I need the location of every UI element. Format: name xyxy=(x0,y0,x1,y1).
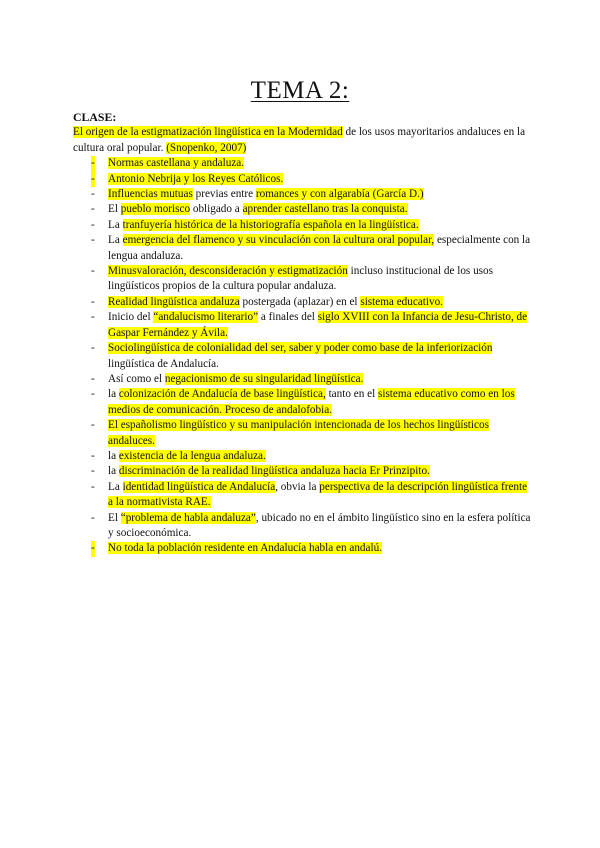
text-segment: la xyxy=(108,449,119,462)
highlighted-text: romances y con algarabía (García D.) xyxy=(255,188,424,201)
highlighted-text: No toda la población residente en Andalucía habla en andalú. xyxy=(108,542,382,555)
list-item xyxy=(73,264,533,295)
text-segment: especialmente con la lengua andaluza. xyxy=(108,234,531,262)
highlighted-text: (Snopenko, 2007) xyxy=(166,141,247,154)
text-segment: la xyxy=(108,388,119,401)
bullet-dash: - xyxy=(91,295,95,308)
highlighted-text: “andalucismo literario” xyxy=(153,311,259,324)
text-segment: la xyxy=(108,465,119,478)
list-item xyxy=(73,372,533,387)
list-item xyxy=(73,418,533,449)
highlighted-text: Realidad lingüística andaluza xyxy=(108,295,240,308)
text-segment: El xyxy=(108,203,121,216)
text-segment: lingüística de Andalucía. xyxy=(108,357,219,370)
text-segment: La xyxy=(108,480,123,493)
highlighted-text: pueblo morisco xyxy=(120,203,191,216)
text-segment: , ubicado no en el ámbito lingüístico sino en la esfera política y socioeconómica. xyxy=(108,511,531,539)
list-item xyxy=(73,202,533,217)
bullet-dash: - xyxy=(91,465,95,478)
bullet-dash: - xyxy=(91,342,95,355)
bullet-dash: - xyxy=(91,511,95,524)
bullet-dash: - xyxy=(91,311,95,324)
list-item xyxy=(73,464,533,479)
bullet-dash: - xyxy=(91,234,95,247)
text-segment: Inicio del xyxy=(108,311,154,324)
highlighted-text: discriminación de la realidad lingüística andaluza hacia Er Prinzipito. xyxy=(118,465,430,478)
highlighted-text: tranfuyería histórica de la historiografía española en la lingüística. xyxy=(122,218,419,231)
page-title: TEMA 2: xyxy=(250,77,350,104)
text-segment: , obvia la xyxy=(275,480,320,493)
bullet-dash: - xyxy=(91,218,95,231)
bullet-dash: - xyxy=(91,156,95,171)
text-segment: de los usos mayoritarios andaluces en la cultura oral popular. xyxy=(73,126,526,154)
list-item xyxy=(73,449,533,464)
list-item xyxy=(73,156,533,171)
intro-paragraph xyxy=(73,125,533,156)
text-segment: tanto en el xyxy=(325,388,378,401)
highlighted-text: El españolismo lingüístico y su manipulación intencionada de los hechos lingüísticos andaluces. xyxy=(108,419,489,447)
highlighted-text: perspectiva de la descripción lingüística frente a la normativista RAE. xyxy=(108,480,528,509)
highlighted-text: “problema de habla andaluza” xyxy=(120,511,256,524)
bullet-dash: - xyxy=(91,372,95,385)
bullet-dash: - xyxy=(91,480,95,493)
highlighted-text: negacionismo de su singularidad lingüística. xyxy=(164,372,364,385)
bullet-dash: - xyxy=(91,265,95,278)
highlighted-text: sistema educativo como en los medios de comunicación. Proceso de andalofobia. xyxy=(108,388,515,416)
text-segment: La xyxy=(108,218,123,231)
highlighted-text: sistema educativo. xyxy=(360,295,443,308)
highlighted-text: Normas castellana y andaluza. xyxy=(108,157,245,170)
bullet-dash: - xyxy=(91,188,95,201)
text-segment: incluso institucional de los usos lingüísticos propios de la cultura popular andaluza. xyxy=(108,265,493,293)
text-segment: a finales del xyxy=(258,311,318,324)
highlighted-text: existencia de la lengua andaluza. xyxy=(118,449,266,462)
bullet-dash: - xyxy=(91,449,95,462)
highlighted-text: colonización de Andalucía de base lingüística, xyxy=(118,388,326,401)
list-item xyxy=(73,387,533,418)
list-item xyxy=(73,341,533,372)
bullet-list xyxy=(73,156,533,557)
text-segment: previas entre xyxy=(192,188,256,201)
section-heading: CLASE: xyxy=(73,110,117,124)
highlighted-text: Influencias mutuas xyxy=(108,188,193,201)
bullet-dash: - xyxy=(91,419,95,432)
highlighted-text: Antonio Nebrija y los Reyes Católicos. xyxy=(108,172,284,185)
list-item xyxy=(73,480,533,511)
list-item xyxy=(73,187,533,202)
bullet-dash: - xyxy=(91,388,95,401)
highlighted-text: El origen de la estigmatización lingüística en la Modernidad xyxy=(73,126,343,139)
highlighted-text: Minusvaloración, desconsideración y estigmatización xyxy=(108,265,348,278)
highlighted-text: identidad lingüística de Andalucía xyxy=(122,480,276,493)
text-segment: obligado a xyxy=(190,203,243,216)
list-item xyxy=(73,511,533,542)
list-item xyxy=(73,310,533,341)
text-segment: El xyxy=(108,511,121,524)
list-item xyxy=(73,172,533,187)
list-item xyxy=(73,218,533,233)
text-segment: Así como el xyxy=(108,372,165,385)
highlighted-text: emergencia del flamenco y su vinculación con la cultura oral popular, xyxy=(122,234,435,247)
text-segment: La xyxy=(108,234,123,247)
bullet-dash: - xyxy=(91,203,95,216)
document-body xyxy=(73,110,533,557)
list-item xyxy=(73,541,533,556)
text-segment: postergada (aplazar) en el xyxy=(239,295,361,308)
highlighted-text: aprender castellano tras la conquista. xyxy=(242,203,408,216)
bullet-dash: - xyxy=(91,541,95,556)
highlighted-text: siglo XVIII con la Infancia de Jesu-Christo, de Gaspar Fernández y Ávila. xyxy=(108,311,528,339)
bullet-dash: - xyxy=(91,172,95,187)
list-item xyxy=(73,295,533,310)
highlighted-text: Sociolingüística de colonialidad del ser, saber y poder como base de la inferiorización xyxy=(108,342,493,355)
list-item xyxy=(73,233,533,264)
